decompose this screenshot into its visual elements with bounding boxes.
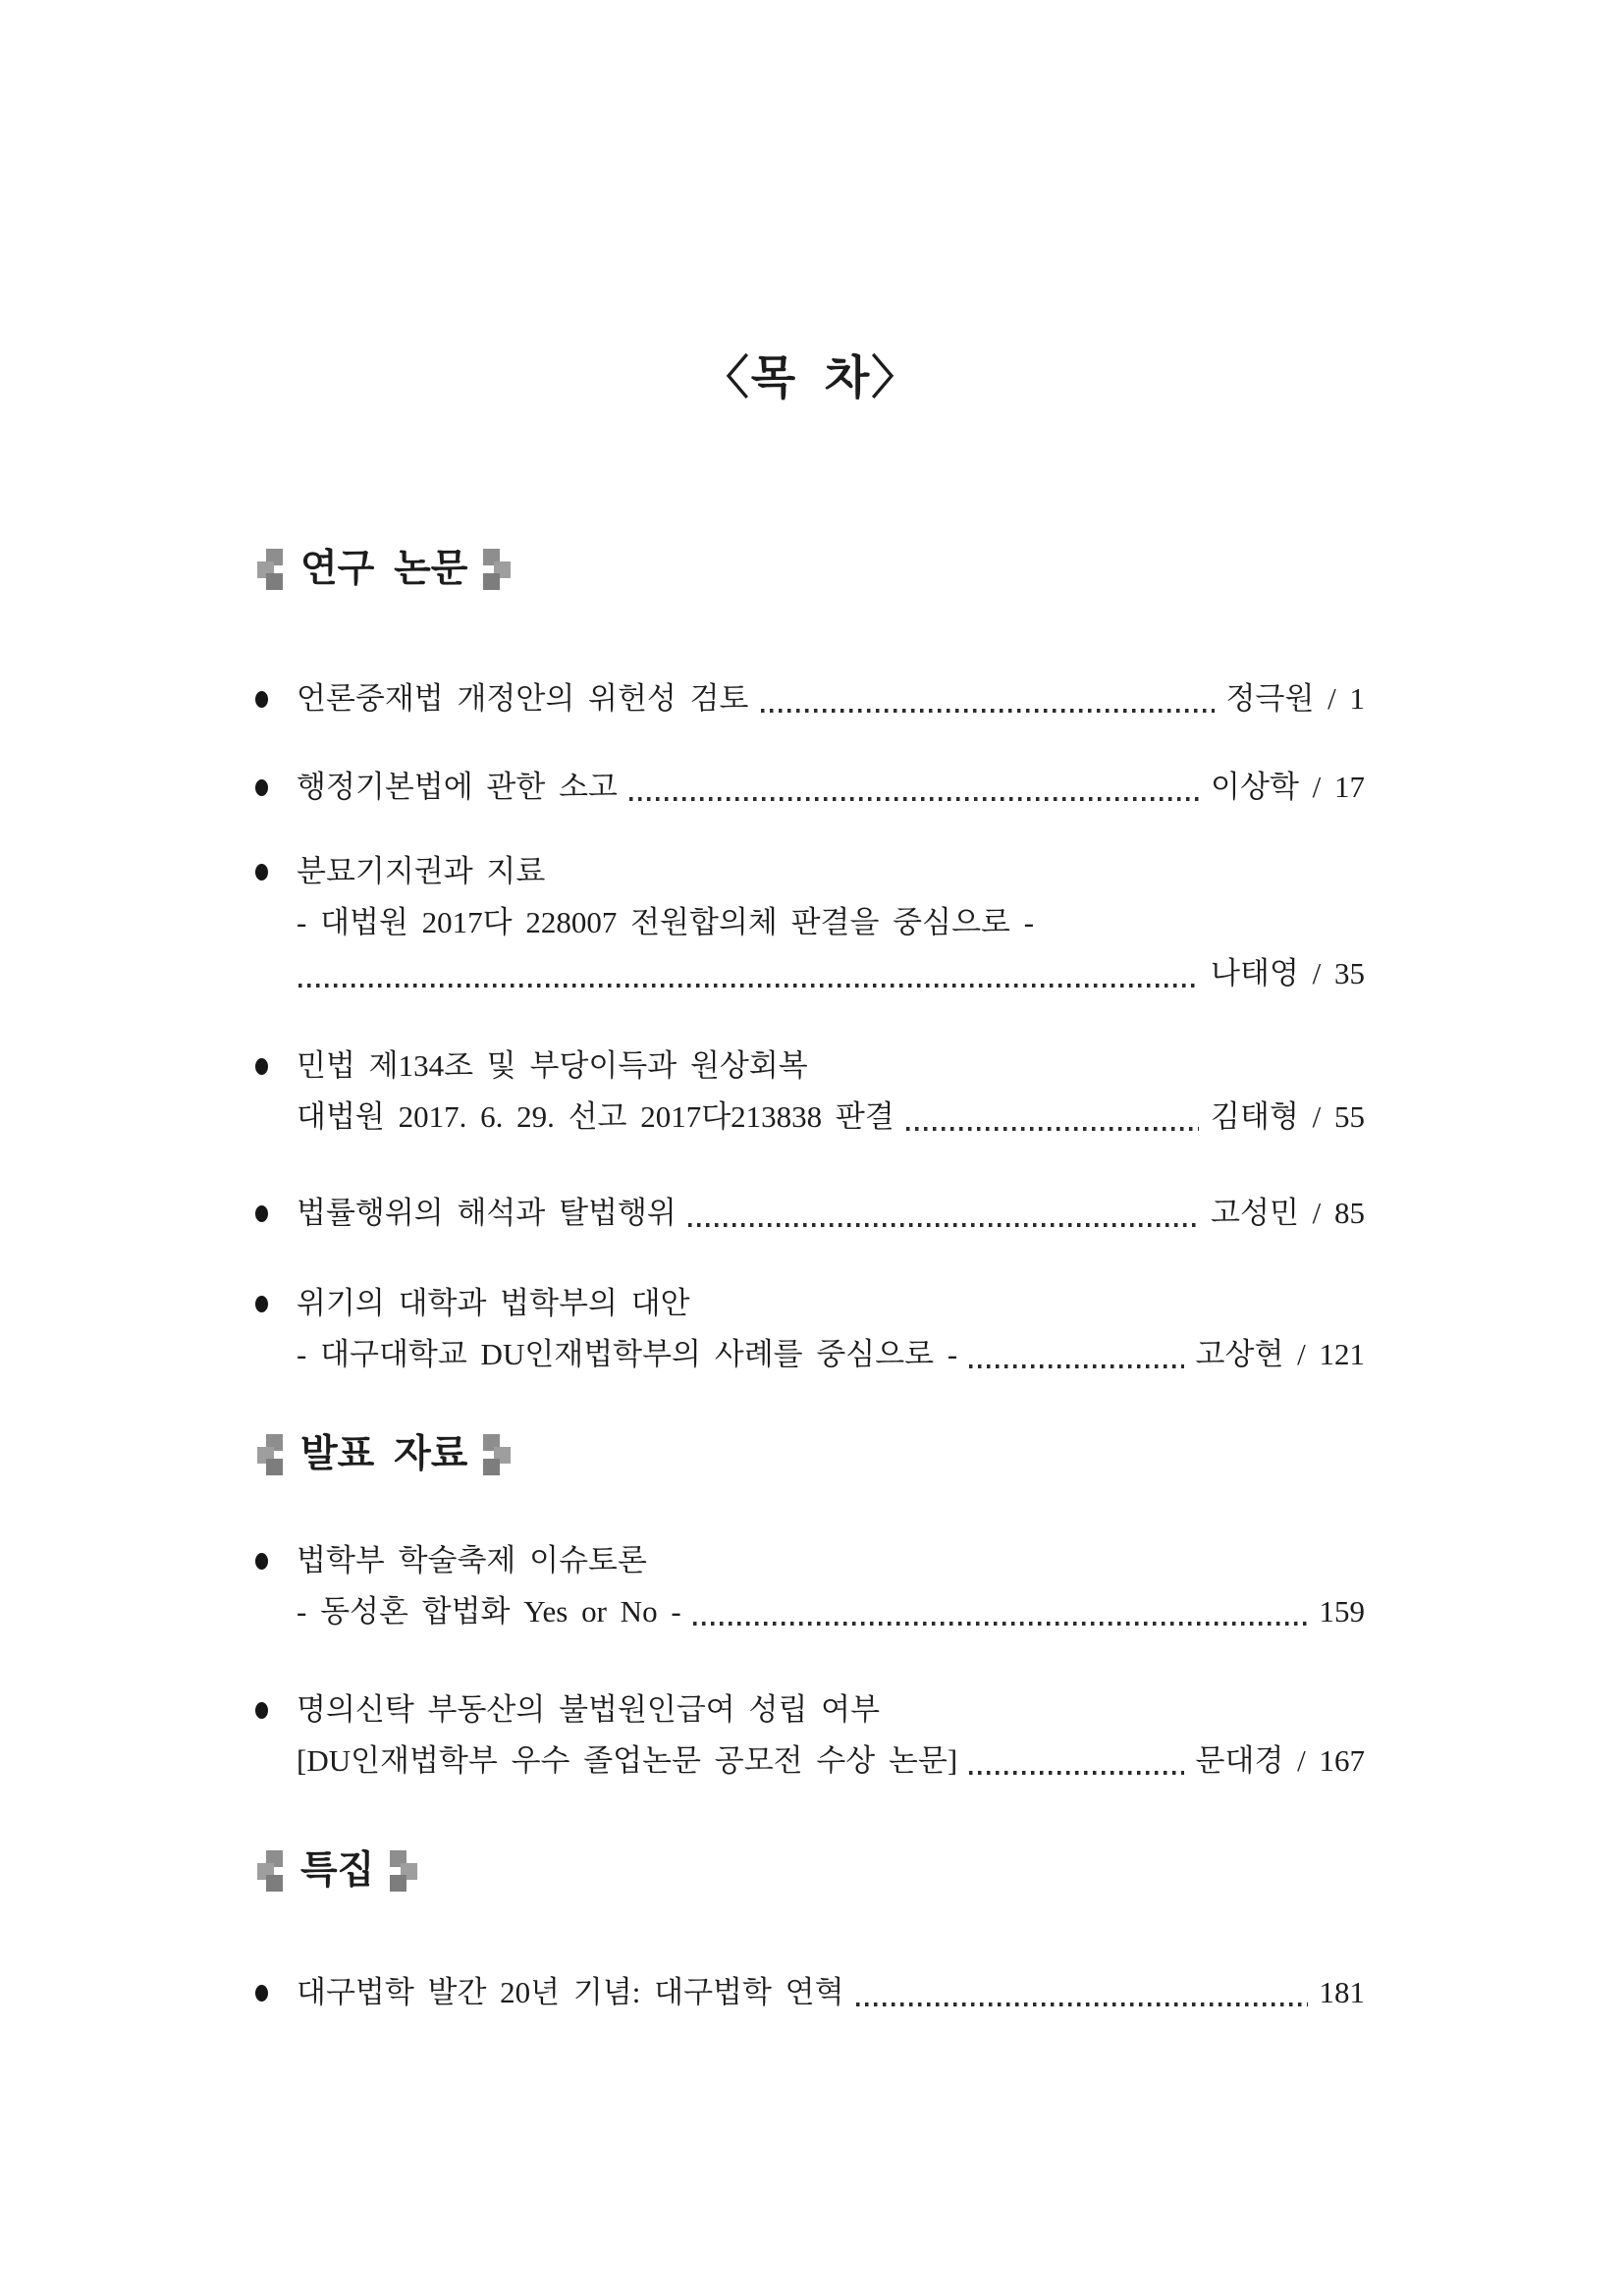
section-ornament-right-icon [483, 1434, 511, 1476]
entry-subtitle: - 대구대학교 DU인재법학부의 사례를 중심으로 - [297, 1337, 958, 1371]
dot-leader [906, 1127, 1199, 1131]
toc-entry [257, 1041, 1365, 1143]
entry-author-page: 고성민 / 85 [1211, 1196, 1365, 1230]
bullet-icon [255, 1702, 268, 1719]
entry-subtitle: 대법원 2017. 6. 29. 선고 2017다213838 판결 [297, 1099, 894, 1134]
bullet-icon [255, 1205, 268, 1222]
bullet-icon [255, 864, 268, 881]
entry-author-page: 김태형 / 55 [1211, 1099, 1365, 1134]
section-heading-label: 발표 자료 [300, 1433, 468, 1475]
entry-title: 분묘기지권과 지료 [297, 854, 546, 888]
dot-leader [761, 709, 1215, 713]
entry-subtitle: [DU인재법학부 우수 졸업논문 공모전 수상 논문] [297, 1743, 958, 1778]
section-ornament-right-icon [483, 549, 511, 591]
toc-entry [257, 1278, 1365, 1380]
toc-entry [257, 673, 1365, 724]
toc-entry [257, 1535, 1365, 1637]
toc-entry [257, 1188, 1365, 1239]
section-ornament-left-icon [257, 1434, 285, 1476]
section-heading-label: 특집 [300, 1849, 375, 1892]
entry-title: 법학부 학술축제 이슈토론 [297, 1543, 647, 1577]
entry-author-page: 이상학 / 17 [1211, 770, 1365, 804]
bullet-icon [255, 1058, 268, 1075]
bullet-icon [255, 1296, 268, 1312]
bullet-icon [255, 1553, 268, 1570]
section-ornament-right-icon [390, 1850, 417, 1893]
section-heading-research-papers [257, 546, 1365, 593]
entry-title: 대구법학 발간 20년 기념: 대구법학 연혁 [297, 1975, 844, 2009]
toc-entry [257, 846, 1365, 999]
page-title: 〈목 차〉 [702, 353, 920, 404]
section-heading-special [257, 1847, 1365, 1895]
section-heading-presentations [257, 1431, 1365, 1478]
dot-leader [856, 2002, 1308, 2006]
toc-entry [257, 1967, 1365, 2018]
entry-title: 행정기본법에 관한 소고 [297, 770, 618, 804]
entry-author-page: 문대경 / 167 [1195, 1743, 1365, 1778]
bullet-icon [255, 779, 268, 796]
entry-page-number: 159 [1319, 1594, 1365, 1629]
dot-leader [969, 1364, 1183, 1368]
entry-subtitle: - 동성혼 합법화 Yes or No - [297, 1594, 681, 1629]
entry-title: 언론중재법 개정안의 위헌성 검토 [297, 681, 749, 716]
entry-author-page: 고상현 / 121 [1195, 1337, 1365, 1371]
section-heading-label: 연구 논문 [300, 548, 468, 590]
dot-leader [688, 1223, 1199, 1227]
toc-entry [257, 762, 1365, 813]
entry-page-number: 181 [1319, 1975, 1365, 2009]
entry-title: 법률행위의 해석과 탈법행위 [297, 1196, 677, 1230]
bullet-icon [255, 691, 268, 708]
section-ornament-left-icon [257, 549, 285, 591]
dot-leader [629, 797, 1199, 801]
entry-title: 명의신탁 부동산의 불법원인급여 성립 여부 [297, 1692, 881, 1727]
entry-subtitle: - 대법원 2017다 228007 전원합의체 판결을 중심으로 - [297, 905, 1035, 939]
toc-entry [257, 1684, 1365, 1787]
entry-author-page: 정극원 / 1 [1225, 681, 1365, 716]
entry-title: 위기의 대학과 법학부의 대안 [297, 1286, 690, 1320]
entry-title: 민법 제134조 및 부당이득과 원상회복 [297, 1048, 808, 1083]
dot-leader [298, 984, 1199, 988]
section-ornament-left-icon [257, 1850, 285, 1893]
dot-leader [969, 1771, 1183, 1775]
dot-leader [693, 1622, 1308, 1626]
entry-author-page: 나태영 / 35 [1211, 956, 1365, 990]
bullet-icon [255, 1985, 268, 2002]
